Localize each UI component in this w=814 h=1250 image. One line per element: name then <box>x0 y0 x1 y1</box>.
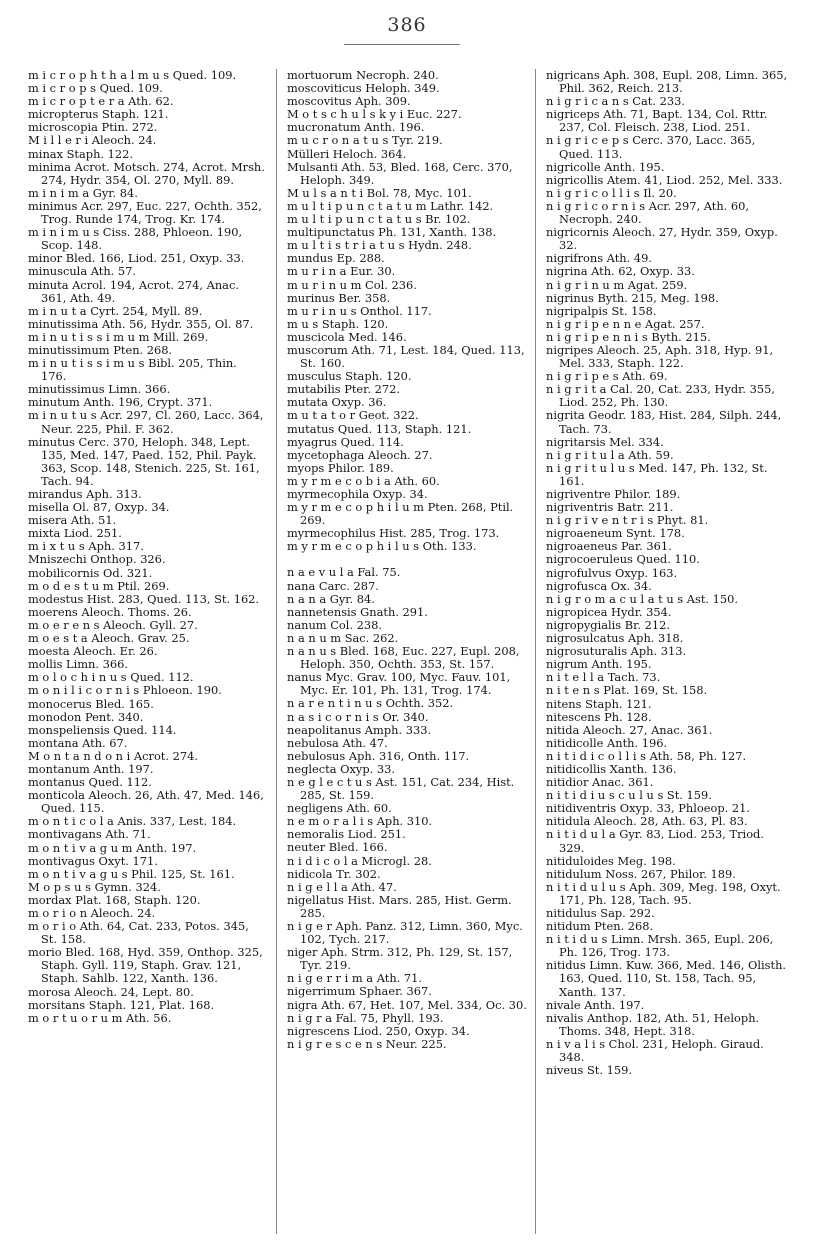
index-entry: M i l l e r i Aleoch. 24. <box>28 133 157 148</box>
index-entry: nebulosa Ath. 47. <box>287 735 388 750</box>
column-divider-right <box>535 69 536 1234</box>
index-entry: n i t e n s Plat. 169, St. 158. <box>546 683 708 698</box>
index-entry: nitescens Ph. 128. <box>546 709 652 724</box>
index-entry: myrmecophila Oxyp. 34. <box>287 487 428 501</box>
index-entry: nitens Staph. 121. <box>546 696 652 711</box>
index-entry: M o p s u s Gymn. 324. <box>28 879 161 894</box>
index-entry: m i n u t a Cyrt. 254, Myll. 89. <box>28 303 203 318</box>
index-entry: n i g e l l a Ath. 47. <box>287 879 397 894</box>
index-entry: nannetensis Gnath. 291. <box>287 604 428 619</box>
index-entry: nitidulus Sap. 292. <box>546 906 655 920</box>
index-entry: n i t i d u s Limn. Mrsh. 365, Eupl. 206, Ph. 126, Trog. 173. <box>546 932 774 960</box>
index-entry: nigrum Anth. 195. <box>546 657 652 672</box>
index-entry: misera Ath. 51. <box>28 513 117 528</box>
index-entry: multipunctatus Ph. 131, Xanth. 138. <box>287 225 497 240</box>
index-entry: m u r i n u s Onthol. 117. <box>287 303 432 318</box>
index-entry: microscopia Ptin. 272. <box>28 120 158 135</box>
index-entry: morosa Aleoch. 24, Lept. 80. <box>28 984 194 999</box>
index-entry: n i t i d u l u s Aph. 309, Meg. 198, Oxyt. 171, Ph. 128, Tach. 95. <box>546 879 781 907</box>
index-entry: minutissimum Pten. 268. <box>28 342 173 357</box>
index-entry: n i d i c o l a Microgl. 28. <box>287 853 432 868</box>
index-entry: mirandus Aph. 313. <box>28 487 142 501</box>
index-entry: mutata Oxyp. 36. <box>287 395 387 410</box>
index-entry: moscoviticus Heloph. 349. <box>287 81 440 96</box>
index-entry: n a n a Gyr. 84. <box>287 591 375 606</box>
index-entry: M u l s a n t i Bol. 78, Myc. 101. <box>287 185 472 200</box>
index-entry: nigripalpis St. 158. <box>546 303 657 318</box>
index-entry: n i t e l l a Tach. 73. <box>546 670 661 685</box>
index-entry: n a r e n t i n u s Ochth. 352. <box>287 696 454 711</box>
index-entry: nigrina Ath. 62, Oxyp. 33. <box>546 264 695 279</box>
index-entry: minuscula Ath. 57. <box>28 264 137 279</box>
index-entry: n i g r i v e n t r i s Phyt. 81. <box>546 513 709 528</box>
index-entry: nitidulum Noss. 267, Philor. 189. <box>546 866 736 881</box>
index-entry: n i g r i t u l u s Med. 147, Ph. 132, St. 161. <box>546 460 768 488</box>
index-entry: m o r i o n Aleoch. 24. <box>28 906 156 920</box>
index-entry: n i g r i c e p s Cerc. 370, Lacc. 365, Qued. 113. <box>546 133 756 161</box>
index-column-2 <box>287 69 527 1051</box>
index-entry: myrmecophilus Hist. 285, Trog. 173. <box>287 526 500 541</box>
index-entry: n a e v u l a Fal. 75. <box>287 565 401 580</box>
index-entry: monodon Pent. 340. <box>28 709 144 724</box>
index-entry: nigrocoeruleus Qued. 110. <box>546 552 700 567</box>
index-entry: nitidiventris Oxyp. 33, Phloeop. 21. <box>546 801 750 816</box>
index-entry: nigrofulvus Oxyp. 163. <box>546 565 678 580</box>
index-entry: mixta Liod. 251. <box>28 526 122 541</box>
index-entry: nitidicollis Xanth. 136. <box>546 761 677 776</box>
index-entry: nanus Myc. Grav. 100, Myc. Fauv. 101, Myc. Er. 101, Ph. 131, Trog. 174. <box>287 670 511 698</box>
index-entry: m i n i m u s Ciss. 288, Phloeon. 190, Scop. 148. <box>28 225 243 253</box>
index-entry: monspeliensis Qued. 114. <box>28 722 177 737</box>
index-entry: nitidus Limn. Kuw. 366, Med. 146, Olisth. 163, Qued. 110, St. 158, Tach. 95, Xanth. 137. <box>546 958 787 999</box>
header-rule <box>344 44 460 45</box>
index-entry: nidicola Tr. 302. <box>287 866 381 881</box>
index-entry: minuta Acrol. 194, Acrot. 274, Anac. 361, Ath. 49. <box>28 277 239 305</box>
index-entry: myops Philor. 189. <box>287 460 394 475</box>
index-entry: nigrescens Liod. 250, Oxyp. 34. <box>287 1023 470 1038</box>
index-entry: m i n u t u s Acr. 297, Cl. 260, Lacc. 364, Neur. 225, Phil. F. 362. <box>28 408 264 436</box>
index-entry: nigrinus Byth. 215, Meg. 198. <box>546 290 719 305</box>
index-entry: minutus Cerc. 370, Heloph. 348, Lept. 135, Med. 147, Paed. 152, Phil. Payk. 363, Scop. 148, Stenich. 225, St. 161, Tach. 94. <box>28 434 260 488</box>
index-entry: nitidior Anac. 361. <box>546 775 654 790</box>
index-entry: nigricans Aph. 308, Eupl. 208, Limn. 365, Phil. 362, Reich. 213. <box>546 68 788 96</box>
index-entry: montanus Qued. 112. <box>28 775 152 790</box>
index-entry: minimus Acr. 297, Euc. 227, Ochth. 352, Trog. Runde 174, Trog. Kr. 174. <box>28 198 262 227</box>
index-entry: mordax Plat. 168, Staph. 120. <box>28 892 201 907</box>
index-entry: m o n t i v a g u m Anth. 197. <box>28 840 197 855</box>
index-entry: nigrita Geodr. 183, Hist. 284, Silph. 244, Tach. 73. <box>546 408 782 436</box>
index-entry: n i g r i n u m Agat. 259. <box>546 277 688 292</box>
index-entry: n i t i d u l a Gyr. 83, Liod. 253, Triod. 329. <box>546 827 764 855</box>
index-entry: nigrifrons Ath. 49. <box>546 251 652 266</box>
index-entry: mutatus Qued. 113, Staph. 121. <box>287 421 472 436</box>
index-entry: nemoralis Liod. 251. <box>287 827 406 842</box>
index-entry: neglecta Oxyp. 33. <box>287 761 395 776</box>
index-entry: m i x t u s Aph. 317. <box>28 539 144 554</box>
index-column-3 <box>546 69 790 1077</box>
index-entry: m o r t u o r u m Ath. 56. <box>28 1010 172 1025</box>
index-entry: negligens Ath. 60. <box>287 801 392 816</box>
index-entry: mortuorum Necroph. 240. <box>287 68 439 82</box>
index-entry: murinus Ber. 358. <box>287 290 391 305</box>
index-entry: nigrofusca Ox. 34. <box>546 578 652 593</box>
index-entry: m u t a t o r Geot. 322. <box>287 408 419 423</box>
index-column-1 <box>28 69 265 1025</box>
index-entry: minor Bled. 166, Liod. 251, Oxyp. 33. <box>28 251 245 266</box>
index-entry: m u l t i p u n c t a t u s Br. 102. <box>287 212 471 227</box>
index-entry: n i g r i p e n n e Agat. 257. <box>546 316 705 331</box>
index-entry: nigricolle Anth. 195. <box>546 159 665 174</box>
index-entry: nigropygialis Br. 212. <box>546 617 670 632</box>
index-entry: n i g r i c o r n i s Acr. 297, Ath. 60, Necroph. 240. <box>546 198 750 227</box>
index-entry: nitidum Pten. 268. <box>546 919 654 934</box>
column-divider-left <box>276 69 277 1234</box>
index-entry: n i g e r r i m a Ath. 71. <box>287 971 423 986</box>
index-entry: nigriventris Batr. 211. <box>546 500 674 515</box>
index-entry: m i c r o p t e r a Ath. 62. <box>28 94 174 109</box>
index-entry: niveus St. 159. <box>546 1063 632 1078</box>
index-entry: nivalis Anthop. 182, Ath. 51, Heloph. Thoms. 348, Hept. 318. <box>546 1010 760 1038</box>
index-entry: n i g r i t a Cal. 20, Cat. 233, Hydr. 355, Liod. 252, Ph. 130. <box>546 382 775 410</box>
index-entry: montanum Anth. 197. <box>28 761 154 776</box>
index-entry: nanum Col. 238. <box>287 617 383 632</box>
index-entry: n a n u s Bled. 168, Euc. 227, Eupl. 208, Heloph. 350, Ochth. 353, St. 157. <box>287 644 520 672</box>
index-entry: n i g r i c a n s Cat. 233. <box>546 94 685 109</box>
index-entry: m o l o c h i n u s Qued. 112. <box>28 670 194 685</box>
index-entry: m y r m e c o b i a Ath. 60. <box>287 473 440 488</box>
index-entry: nigricornis Aleoch. 27, Hydr. 359, Oxyp. 32. <box>546 225 778 253</box>
index-entry: muscicola Med. 146. <box>287 329 407 344</box>
index-entry: nigrosulcatus Aph. 318. <box>546 631 684 646</box>
index-entry: m y r m e c o p h i l u m Pten. 268, Ptil. 269. <box>287 500 514 528</box>
index-entry: monocerus Bled. 165. <box>28 696 154 711</box>
index-entry: nigropicea Hydr. 354. <box>546 604 672 619</box>
index-entry: nitiduloides Meg. 198. <box>546 853 676 868</box>
index-entry: neapolitanus Amph. 333. <box>287 722 432 737</box>
index-entry: nigriventre Philor. 189. <box>546 487 681 501</box>
index-entry: montivagans Ath. 71. <box>28 827 151 842</box>
index-entry: nigrosuturalis Aph. 313. <box>546 644 687 659</box>
index-entry: n a n u m Sac. 262. <box>287 630 399 645</box>
index-entry: m y r m e c o p h i l u s Oth. 133. <box>287 539 477 554</box>
index-entry: nigripes Aleoch. 25, Aph. 318, Hyp. 91, Mel. 333, Staph. 122. <box>546 342 774 371</box>
index-entry: misella Ol. 87, Oxyp. 34. <box>28 500 170 515</box>
index-entry: nigerrimum Sphaer. 367. <box>287 984 432 999</box>
index-entry: nigroaeneus Par. 361. <box>546 539 672 554</box>
index-entry: n i g r i t u l a Ath. 59. <box>546 447 674 462</box>
index-entry: M o n t a n d o n i Acrot. 274. <box>28 748 198 763</box>
index-entry: n i g r a Fal. 75, Phyll. 193. <box>287 1010 444 1025</box>
index-entry: n a s i c o r n i s Or. 340. <box>287 709 429 724</box>
index-entry: morio Bled. 168, Hyd. 359, Onthop. 325, Staph. Gyll. 119, Staph. Grav. 121, Staph. Sahlb. 122, Xanth. 136. <box>28 945 263 986</box>
index-entry: minax Staph. 122. <box>28 146 134 161</box>
index-entry: n i t i d i c o l l i s Ath. 58, Ph. 127. <box>546 748 747 763</box>
index-entry: n i g e r Aph. Panz. 312, Limn. 360, Myc. 102, Tych. 217. <box>287 919 523 947</box>
index-entry: m o n t i v a g u s Phil. 125, St. 161. <box>28 866 235 881</box>
index-entry: m o n i l i c o r n i s Phloeon. 190. <box>28 683 222 698</box>
index-entry: n i v a l i s Chol. 231, Heloph. Giraud. 348. <box>546 1036 764 1065</box>
index-entry: n e m o r a l i s Aph. 310. <box>287 814 433 829</box>
index-entry: moerens Aleoch. Thoms. 26. <box>28 604 192 619</box>
index-entry: nitidicolle Anth. 196. <box>546 735 668 750</box>
index-entry: montivagus Oxyt. 171. <box>28 853 158 868</box>
index-entry: nivale Anth. 197. <box>546 997 645 1012</box>
index-entry: m i c r o p s Qued. 109. <box>28 81 163 96</box>
index-entry: muscorum Ath. 71, Lest. 184, Qued. 113, St. 160. <box>287 342 525 371</box>
index-entry: monticola Aleoch. 26, Ath. 47, Med. 146, Qued. 115. <box>28 788 264 816</box>
index-entry: moscovitus Aph. 309. <box>287 94 411 109</box>
index-entry: morsitans Staph. 121, Plat. 168. <box>28 997 215 1012</box>
index-entry: m o e s t a Aleoch. Grav. 25. <box>28 631 190 646</box>
index-entry: m i c r o p h t h a l m u s Qued. 109. <box>28 68 237 82</box>
index-entry: mycetophaga Aleoch. 27. <box>287 447 433 462</box>
index-entry: n i g r i p e s Ath. 69. <box>546 369 668 384</box>
index-entry: m u l t i p u n c t a t u m Lathr. 142. <box>287 198 494 213</box>
index-entry: m o e r e n s Aleoch. Gyll. 27. <box>28 617 198 632</box>
index-entry: neuter Bled. 166. <box>287 840 388 855</box>
index-entry: minima Acrot. Motsch. 274, Acrot. Mrsh. 274, Hydr. 354, Ol. 270, Myll. 89. <box>28 159 265 187</box>
index-entry: m u c r o n a t u s Tyr. 219. <box>287 133 443 148</box>
index-entry: nana Carc. 287. <box>287 578 379 593</box>
index-entry: nebulosus Aph. 316, Onth. 117. <box>287 748 470 763</box>
index-entry: n i g r o m a c u l a t u s Ast. 150. <box>546 591 739 606</box>
index-entry: nigellatus Hist. Mars. 285, Hist. Germ. 285. <box>287 892 512 920</box>
index-entry: minutum Anth. 196, Crypt. 371. <box>28 395 213 410</box>
index-entry: m o r i o Ath. 64, Cat. 233, Potos. 345, St. 158. <box>28 919 249 947</box>
index-entry: m o n t i c o l a Anis. 337, Lest. 184. <box>28 814 237 829</box>
index-entry: nitida Aleoch. 27, Anac. 361. <box>546 722 713 737</box>
index-entry: nigroaeneum Synt. 178. <box>546 526 685 541</box>
index-entry: m u r i n u m Col. 236. <box>287 277 417 292</box>
index-entry: musculus Staph. 120. <box>287 369 412 384</box>
index-entry: nigritarsis Mel. 334. <box>546 434 664 449</box>
index-entry: minutissima Ath. 56, Hydr. 355, Ol. 87. <box>28 316 254 331</box>
index-entry: niger Aph. Strm. 312, Ph. 129, St. 157, Tyr. 219. <box>287 945 513 973</box>
index-entry: n i t i d i u s c u l u s St. 159. <box>546 788 712 803</box>
index-entry: nigriceps Ath. 71, Bapt. 134, Col. Rttr. 237, Col. Fleisch. 238, Liod. 251. <box>546 107 768 135</box>
index-entry: mobilicornis Od. 321. <box>28 565 153 580</box>
index-entry: Mniszechi Onthop. 326. <box>28 552 166 567</box>
index-entry: mundus Ep. 288. <box>287 251 385 266</box>
index-entry: n i g r i c o l l i s Il. 20. <box>546 185 677 200</box>
index-entry: montana Ath. 67. <box>28 735 128 750</box>
index-entry: n i g r e s c e n s Neur. 225. <box>287 1036 447 1051</box>
page-number: 386 <box>387 14 427 36</box>
index-entry: myagrus Qued. 114. <box>287 434 404 449</box>
index-entry: m u s Staph. 120. <box>287 316 389 331</box>
index-entry: m i n u t i s s i m u s Bibl. 205, Thin. 176. <box>28 356 237 384</box>
index-entry: nitidula Aleoch. 28, Ath. 63, Pl. 83. <box>546 814 748 829</box>
index-entry: nigricollis Atem. 41, Liod. 252, Mel. 333. <box>546 172 783 187</box>
index-entry: moesta Aleoch. Er. 26. <box>28 644 158 659</box>
index-entry: m o d e s t u m Ptil. 269. <box>28 578 170 593</box>
index-entry: mutabilis Pter. 272. <box>287 382 400 397</box>
index-entry: Mulsanti Ath. 53, Bled. 168, Cerc. 370, Heloph. 349. <box>287 159 513 187</box>
index-entry: modestus Hist. 283, Qued. 113, St. 162. <box>28 591 260 606</box>
index-entry: nigra Ath. 67, Het. 107, Mel. 334, Oc. 30. <box>287 997 527 1012</box>
index-entry: n i g r i p e n n i s Byth. 215. <box>546 329 711 344</box>
index-entry: m i n i m a Gyr. 84. <box>28 185 138 200</box>
index-entry: mucronatum Anth. 196. <box>287 120 425 135</box>
index-entry: mollis Limn. 366. <box>28 657 129 672</box>
index-entry: minutissimus Limn. 366. <box>28 382 171 397</box>
index-entry: m i n u t i s s i m u m Mill. 269. <box>28 329 209 344</box>
index-entry: Mülleri Heloch. 364. <box>287 146 407 161</box>
index-entry: micropterus Staph. 121. <box>28 107 169 122</box>
index-entry: M o t s c h u l s k y i Euc. 227. <box>287 107 462 122</box>
index-entry: m u r i n a Eur. 30. <box>287 264 396 279</box>
index-entry: n e g l e c t u s Ast. 151, Cat. 234, Hist. 285, St. 159. <box>287 774 515 803</box>
index-entry: m u l t i s t r i a t u s Hydn. 248. <box>287 238 472 253</box>
